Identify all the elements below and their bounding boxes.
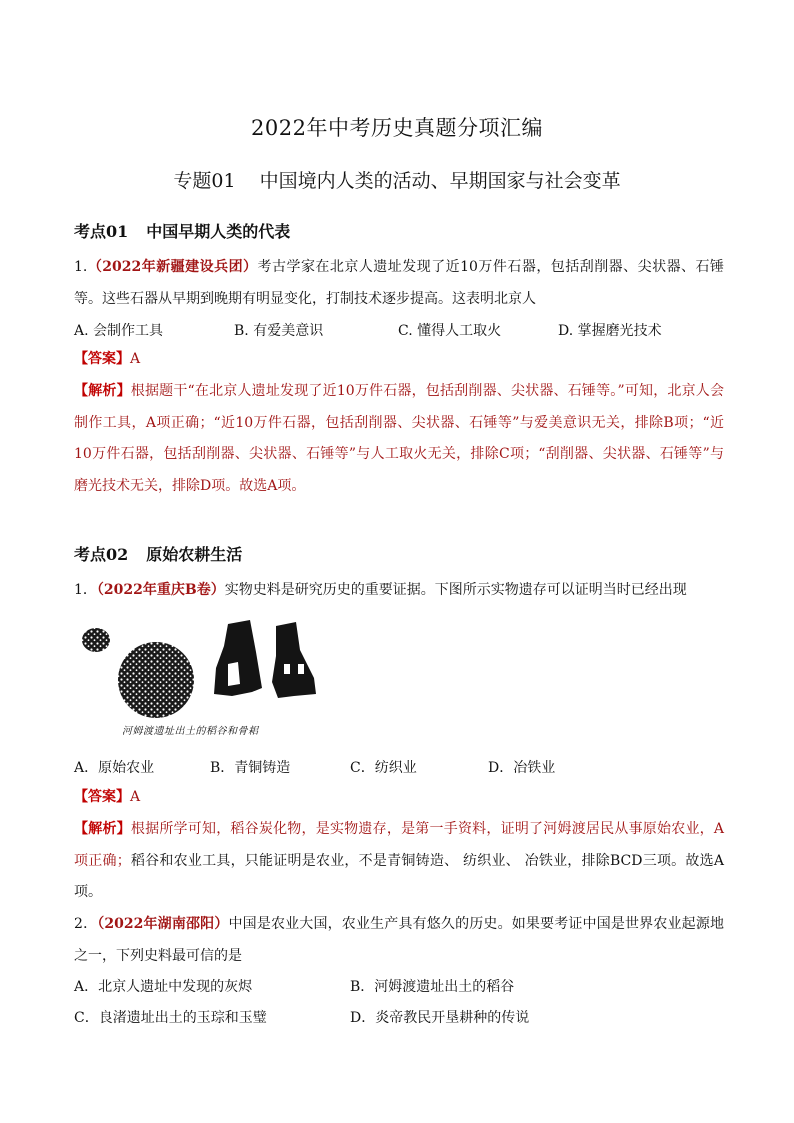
option-c: C. 懂得人工取火 (398, 323, 502, 339)
question-1-answer (74, 344, 724, 376)
answer-tag: 【答案】 (74, 789, 130, 805)
question-2-stem (74, 575, 724, 607)
question-source: （2022年湖南邵阳） (97, 916, 229, 932)
question-source: （2022年新疆建设兵团） (87, 259, 258, 275)
option-d: D．炎帝教民开垦耕种的传说 (350, 1010, 530, 1026)
figure-caption: 河姆渡遗址出土的稻谷和骨耜 (122, 726, 259, 737)
question-number: 1． (74, 582, 97, 598)
question-number: 1. (74, 259, 88, 275)
question-2-answer (74, 782, 724, 814)
subtitle-label: 专题01 (173, 170, 236, 192)
rice-mass-icon (118, 642, 194, 718)
answer-value: A (130, 789, 141, 805)
option-b: B．青铜铸造 (210, 760, 291, 776)
question-source: （2022年重庆B卷） (96, 582, 225, 598)
option-c: C．纺织业 (350, 760, 417, 776)
analysis-tag: 【解析】 (74, 383, 131, 399)
question-2-options (74, 757, 734, 777)
answer-value: A (130, 351, 141, 367)
analysis-tag: 【解析】 (74, 821, 131, 837)
small-rice-clump-icon (82, 628, 110, 652)
section-heading-1 (74, 219, 290, 242)
section-label: 考点02 (74, 545, 129, 564)
section-title: 原始农耕生活 (146, 545, 243, 564)
option-a: A．原始农业 (74, 760, 155, 776)
question-1-analysis (74, 376, 724, 502)
answer-tag: 【答案】 (74, 351, 130, 367)
bone-spade-icon (214, 620, 262, 696)
section-label: 考点01 (74, 222, 129, 241)
option-b: B. 有爱美意识 (234, 323, 324, 339)
analysis-text: 根据题干“在北京人遗址发现了近10万件石器，包括刮削器、尖状器、石锤等。”可知，北京人会制作工具，A项正确；“近10万件石器，包括刮削器、尖状器、石锤等”与爱美意识无关，排除B项；“近10万件石器，包括刮削器、尖状器、石锤等”与人工取火无关，排除C项；“刮削器、尖状器、石锤等”与磨光技术无关，排除D项。故选A项。 (74, 383, 724, 494)
section-title: 中国早期人类的代表 (146, 222, 291, 241)
question-3-stem (74, 909, 724, 972)
option-b: B．河姆渡遗址出土的稻谷 (350, 979, 515, 995)
option-a: A. 会制作工具 (74, 323, 164, 339)
option-d: D．冶铁业 (488, 760, 556, 776)
question-1-options (74, 320, 734, 340)
analysis-text-highlight: 根据所学可知，稻谷炭化物，是实物遗存，是第一手资料，证明了河姆渡居民从事原始农业，A项正确； (74, 821, 725, 869)
question-3-options-row-2 (74, 1007, 734, 1027)
section-heading-2 (74, 542, 242, 565)
question-text: 实物史料是研究历史的重要证据。下图所示实物遗存可以证明当时已经出现 (224, 582, 687, 598)
subtitle-text: 中国境内人类的活动、早期国家与社会变革 (259, 170, 621, 192)
page-subtitle (0, 166, 794, 193)
question-3-options-row-1 (74, 976, 734, 996)
question-text: 考古学家在北京人遗址发现了近10万件石器，包括刮削器、尖状器、石锤等。这些石器从早期到晚期有明显变化，打制技术逐步提高。这表明北京人 (74, 259, 724, 307)
page-title: 2022年中考历史真题分项汇编 (251, 116, 543, 140)
bone-spade-icon (272, 622, 316, 698)
question-text: 中国是农业大国，农业生产具有悠久的历史。如果要考证中国是世界农业起源地之一，下列史料最可信的是 (74, 916, 724, 964)
option-d: D. 掌握磨光技术 (558, 323, 662, 339)
question-1-stem (74, 252, 724, 315)
analysis-text: 稻谷和农业工具，只能证明是农业，不是青铜铸造、 纺织业、 冶铁业，排除BCD三项。故选A项。 (74, 852, 724, 900)
question-2-analysis (74, 814, 724, 909)
option-a: A．北京人遗址中发现的灰烬 (74, 979, 253, 995)
question-number: 2． (74, 916, 98, 932)
option-c: C．良渚遗址出土的玉琮和玉璧 (74, 1010, 267, 1026)
